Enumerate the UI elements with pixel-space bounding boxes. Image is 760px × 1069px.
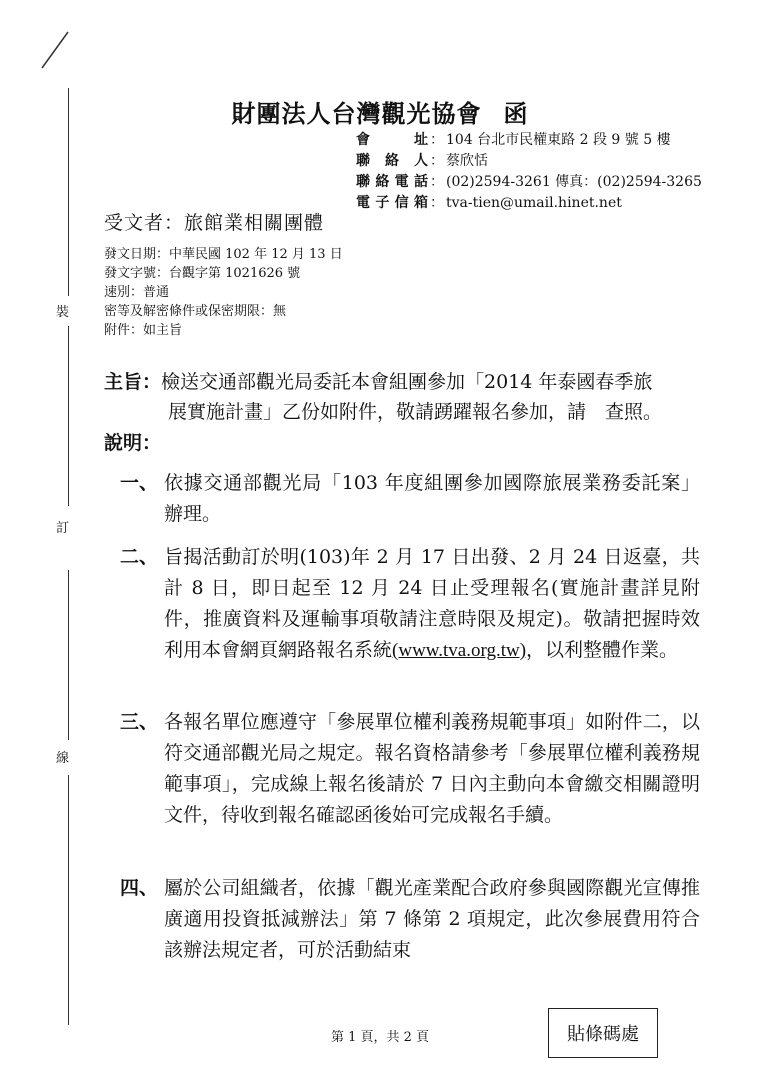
- contact-block: [356, 130, 702, 214]
- item-number: 四、: [120, 877, 159, 899]
- explanation-item-3: [120, 707, 700, 831]
- explanation-item-2: [120, 542, 700, 666]
- item-text-container: [164, 542, 700, 666]
- binding-mark-ding: 訂: [56, 521, 70, 536]
- item-number: 一、: [120, 472, 159, 494]
- contact-address: 會 址 ： 104 台北市民權東路 2 段 9 號 5 樓: [356, 130, 702, 151]
- document-number: 發文字號：台觀字第 1021626 號: [104, 266, 301, 281]
- recipient: 受文者：旅館業相關團體: [104, 212, 325, 234]
- barcode-label: 貼條碼處: [567, 1024, 639, 1045]
- contact-label: 聯絡電話: [356, 174, 428, 190]
- contact-label: 會 址: [356, 132, 428, 148]
- item-number: 二、: [120, 546, 159, 568]
- item-text-tail: ，以利整體作業。: [526, 639, 679, 661]
- organization-name: 財團法人台灣觀光協會: [231, 99, 482, 128]
- attachment: 附件：如主旨: [104, 323, 183, 338]
- contact-label: 電子信箱: [356, 195, 428, 211]
- subject-label: 主旨：: [104, 371, 162, 393]
- page-number: 第 1 頁，共 2 頁: [330, 1030, 430, 1045]
- contact-phone: 聯絡電話 ： (02)2594-3261 傳真：(02)2594-3265: [356, 172, 702, 193]
- contact-value: 104 台北市民權東路 2 段 9 號 5 樓: [446, 132, 671, 148]
- binding-line-lower: [68, 570, 69, 740]
- letter-type: 函: [503, 99, 529, 128]
- binding-mark-zhuang: 裝: [56, 305, 70, 320]
- explanation-item-4: [120, 873, 700, 966]
- barcode-placeholder: [548, 1008, 658, 1058]
- binding-line-upper: [68, 326, 69, 506]
- contact-value: 蔡欣恬: [446, 153, 488, 169]
- item-text: 依據交通部觀光局「103 年度組團參加國際旅展業務委託案」辦理。: [164, 472, 700, 525]
- item-number: 三、: [120, 711, 159, 733]
- explanation-label: 說明：: [104, 432, 162, 454]
- contact-value: (02)2594-3261 傳真：(02)2594-3265: [446, 174, 702, 190]
- subject-line-2: 展實施計畫」乙份如附件，敬請踴躍報名參加，請 查照。: [168, 401, 663, 423]
- subject-block: [104, 367, 704, 427]
- item-text: 旨揭活動訂於明(103)年 2 月 17 日出發、2 月 24 日返臺，共計 8 日，即日起至 12 月 24 日止受理報名(實施計畫詳見附件，推廣資料及運輸事項敬請注意時限及規定)。敬請把握時效利用本會網頁網路報名系統: [164, 546, 700, 661]
- contact-value: tva-tien@umail.hinet.net: [446, 195, 622, 211]
- website-link[interactable]: (www.tva.org.tw): [392, 640, 527, 661]
- issue-date: 發文日期：中華民國 102 年 12 月 13 日: [104, 247, 343, 262]
- item-text: 屬於公司組織者，依據「觀光產業配合政府參與國際觀光宣傳推廣適用投資抵減辦法」第 7 條第 2 項規定，此次參展費用符合該辦法規定者，可於活動結束: [164, 877, 700, 961]
- binding-mark-xian: 線: [56, 751, 70, 766]
- binding-slash-mark: [40, 30, 70, 70]
- letter-title: [0, 94, 760, 129]
- binding-line-bottom: [68, 775, 69, 1025]
- document-meta: [104, 245, 343, 340]
- contact-email: 電子信箱 ： tva-tien@umail.hinet.net: [356, 193, 702, 214]
- item-text: 各報名單位應遵守「參展單位權利義務規範事項」如附件二，以符交通部觀光局之規定。報名資格請參考「參展單位權利義務規範事項」，完成線上報名後請於 7 日內主動向本會繳交相關證明文件，待收到報名確認函後始可完成報名手續。: [164, 711, 700, 826]
- subject-line-1: 檢送交通部觀光局委託本會組團參加「2014 年泰國春季旅: [161, 371, 653, 393]
- contact-person: 聯 絡 人 ： 蔡欣恬: [356, 151, 702, 172]
- classification: 密等及解密條件或保密期限：無: [104, 304, 287, 319]
- contact-label: 聯 絡 人: [356, 153, 428, 169]
- urgency: 速別：普通: [104, 285, 170, 300]
- explanation-item-1: [120, 468, 700, 530]
